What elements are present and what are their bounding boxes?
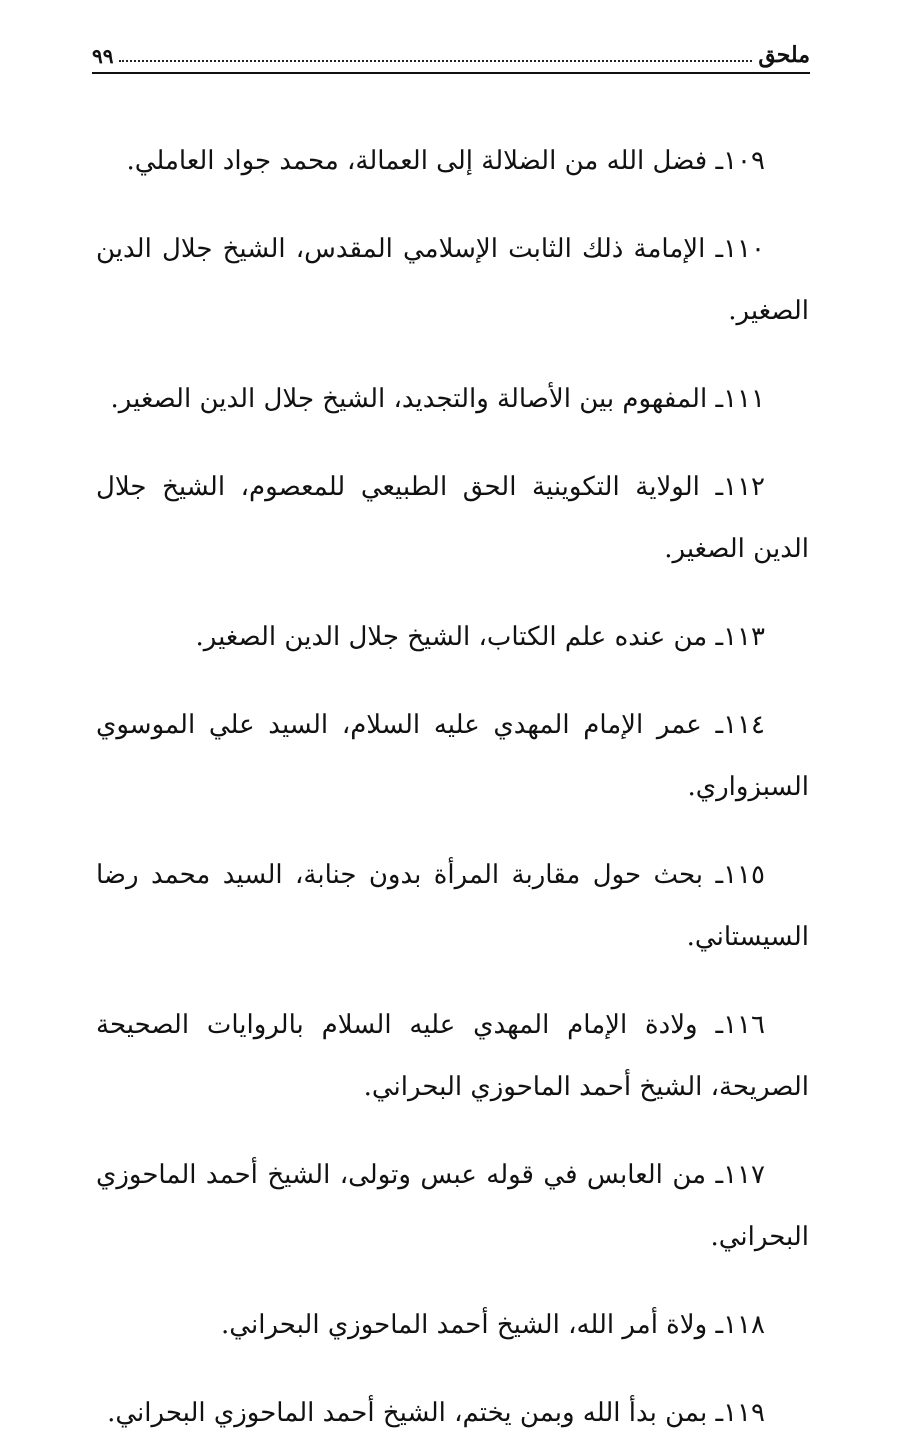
entry-number: ١١٢	[723, 472, 766, 502]
entry-text: ولاة أمر الله، الشيخ أحمد الماحوزي البحراني.	[221, 1310, 708, 1340]
entry-number: ١١١	[723, 384, 765, 414]
entry-number: ١١٥	[723, 860, 765, 890]
entry-number: ١١٣	[723, 622, 765, 652]
entry-number: ١١٨	[723, 1310, 765, 1340]
list-item: ١١٩ـ بمن بدأ الله وبمن يختم، الشيخ أحمد الماحوزي البحراني.	[107, 1398, 765, 1428]
list-item: ١١٧ـ من العابس في قوله عبس وتولى، الشيخ أحمد الماحوزي البحراني.	[96, 1160, 809, 1252]
bibliography-list	[96, 104, 809, 1446]
entry-text: المفهوم بين الأصالة والتجديد، الشيخ جلال الدين الصغير.	[110, 384, 708, 414]
entry-text: ولادة الإمام المهدي عليه السلام بالروايات الصحيحة الصريحة، الشيخ أحمد الماحوزي البحراني.	[96, 1010, 809, 1102]
entry-number: ١١٦	[723, 1010, 765, 1040]
entry-text: بحث حول مقاربة المرأة بدون جنابة، السيد محمد رضا السيستاني.	[96, 860, 809, 952]
entry-text: عمر الإمام المهدي عليه السلام، السيد علي الموسوي السبزواري.	[96, 710, 809, 802]
entry-text: الإمامة ذلك الثابت الإسلامي المقدس، الشيخ جلال الدين الصغير.	[96, 234, 809, 326]
list-item: ١١٨ـ ولاة أمر الله، الشيخ أحمد الماحوزي البحراني.	[221, 1310, 765, 1340]
entry-text: من العابس في قوله عبس وتولى، الشيخ أحمد الماحوزي البحراني.	[96, 1160, 809, 1252]
list-item: ١١٤ـ عمر الإمام المهدي عليه السلام، السيد علي الموسوي السبزواري.	[96, 710, 809, 802]
running-header	[92, 30, 810, 66]
entry-text: الولاية التكوينية الحق الطبيعي للمعصوم، الشيخ جلال الدين الصغير.	[96, 472, 809, 564]
entry-text: بمن بدأ الله وبمن يختم، الشيخ أحمد الماحوزي البحراني.	[107, 1398, 708, 1428]
list-item: ١١٦ـ ولادة الإمام المهدي عليه السلام بالروايات الصحيحة الصريحة، الشيخ أحمد الماحوزي البحراني.	[96, 1010, 809, 1102]
entry-text: من عنده علم الكتاب، الشيخ جلال الدين الصغير.	[195, 622, 708, 652]
entry-number: ١١٧	[723, 1160, 765, 1190]
header-dot-leader	[119, 59, 752, 62]
entry-text: فضل الله من الضلالة إلى العمالة، محمد جواد العاملي.	[126, 146, 708, 176]
list-item: ١٠٩ـ فضل الله من الضلالة إلى العمالة، محمد جواد العاملي.	[126, 146, 765, 176]
list-item: ١١٥ـ بحث حول مقاربة المرأة بدون جنابة، السيد محمد رضا السيستاني.	[96, 860, 809, 952]
entry-number: ١١٩	[723, 1398, 765, 1428]
entry-number: ١١٤	[723, 710, 765, 740]
entry-number: ١١٠	[723, 234, 765, 264]
page-number: ٩٩	[92, 44, 114, 68]
list-item: ١١٠ـ الإمامة ذلك الثابت الإسلامي المقدس، الشيخ جلال الدين الصغير.	[96, 234, 809, 326]
entry-number: ١٠٩	[723, 146, 765, 176]
header-rule	[92, 72, 810, 74]
header-title: ملحق	[758, 42, 810, 68]
list-item: ١١٣ـ من عنده علم الكتاب، الشيخ جلال الدين الصغير.	[195, 622, 765, 652]
list-item: ١١٢ـ الولاية التكوينية الحق الطبيعي للمعصوم، الشيخ جلال الدين الصغير.	[96, 472, 809, 564]
list-item: ١١١ـ المفهوم بين الأصالة والتجديد، الشيخ جلال الدين الصغير.	[110, 384, 765, 414]
